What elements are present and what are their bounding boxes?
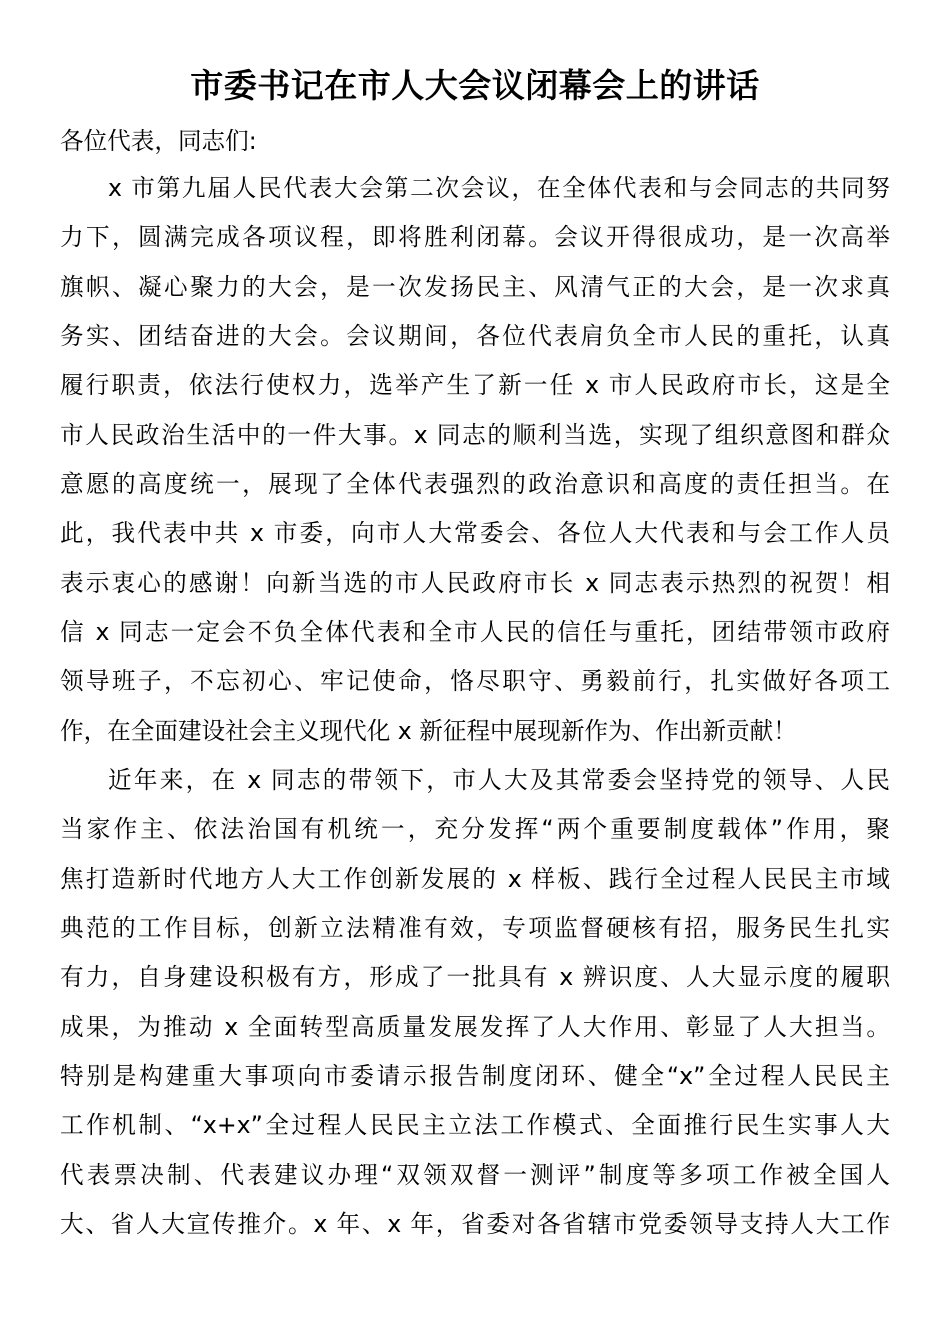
paragraph-1-line-1: x 市第九届人民代表大会第二次会议，在全体代表和与会同志的共同努 (108, 174, 890, 202)
paragraph-2-line-4: 典范的工作目标，创新立法精准有效，专项监督硬核有招，服务民生扎实 (60, 914, 890, 942)
paragraph-1-line-5: 履行职责，依法行使权力，选举产生了新一任 x 市人民政府市长，这是全 (60, 371, 890, 399)
paragraph-2-line-9: 代表票决制、代表建议办理“双领双督一测评”制度等多项工作被全国人 (60, 1161, 890, 1189)
paragraph-1-line-11: 领导班子，不忘初心、牢记使命，恪尽职守、勇毅前行，扎实做好各项工 (60, 667, 890, 695)
paragraph-2-line-5: 有力，自身建设积极有方，形成了一批具有 x 辨识度、人大显示度的履职 (60, 963, 890, 991)
paragraph-1-line-12: 作，在全面建设社会主义现代化 x 新征程中展现新作为、作出新贡献！ (60, 717, 797, 745)
paragraph-1-line-4: 务实、团结奋进的大会。会议期间，各位代表肩负全市人民的重托，认真 (60, 322, 890, 350)
paragraph-2-line-3: 焦打造新时代地方人大工作创新发展的 x 样板、践行全过程人民民主市域 (60, 865, 890, 893)
salutation: 各位代表，同志们: (60, 127, 257, 155)
paragraph-1-line-10: 信 x 同志一定会不负全体代表和全市人民的信任与重托，团结带领市政府 (60, 618, 890, 646)
paragraph-2-line-7: 特别是构建重大事项向市委请示报告制度闭环、健全“x”全过程人民民主 (60, 1062, 890, 1090)
paragraph-2-line-2: 当家作主、依法治国有机统一，充分发挥“两个重要制度载体”作用，聚 (60, 815, 890, 843)
paragraph-2-line-10: 大、省人大宣传推介。x 年、x 年，省委对各省辖市党委领导支持人大工作 (60, 1210, 890, 1238)
paragraph-1-line-2: 力下，圆满完成各项议程，即将胜利闭幕。会议开得很成功，是一次高举 (60, 223, 890, 251)
document-title: 市委书记在市人大会议闭幕会上的讲话 (190, 66, 760, 105)
paragraph-2-line-6: 成果，为推动 x 全面转型高质量发展发挥了人大作用、彰显了人大担当。 (60, 1013, 890, 1041)
paragraph-1-line-3: 旗帜、凝心聚力的大会，是一次发扬民主、风清气正的大会，是一次求真 (60, 273, 890, 301)
paragraph-2-line-8: 工作机制、“x+x”全过程人民民主立法工作模式、全面推行民生实事人大 (60, 1111, 890, 1139)
paragraph-2-line-1: 近年来，在 x 同志的带领下，市人大及其常委会坚持党的领导、人民 (108, 766, 890, 794)
paragraph-1-line-9: 表示衷心的感谢！向新当选的市人民政府市长 x 同志表示热烈的祝贺！相 (60, 569, 890, 597)
paragraph-1-line-7: 意愿的高度统一，展现了全体代表强烈的政治意识和高度的责任担当。在 (60, 470, 890, 498)
paragraph-1-line-8: 此，我代表中共 x 市委，向市人大常委会、各位人大代表和与会工作人员 (60, 519, 890, 547)
paragraph-1-line-6: 市人民政治生活中的一件大事。x 同志的顺利当选，实现了组织意图和群众 (60, 421, 890, 449)
